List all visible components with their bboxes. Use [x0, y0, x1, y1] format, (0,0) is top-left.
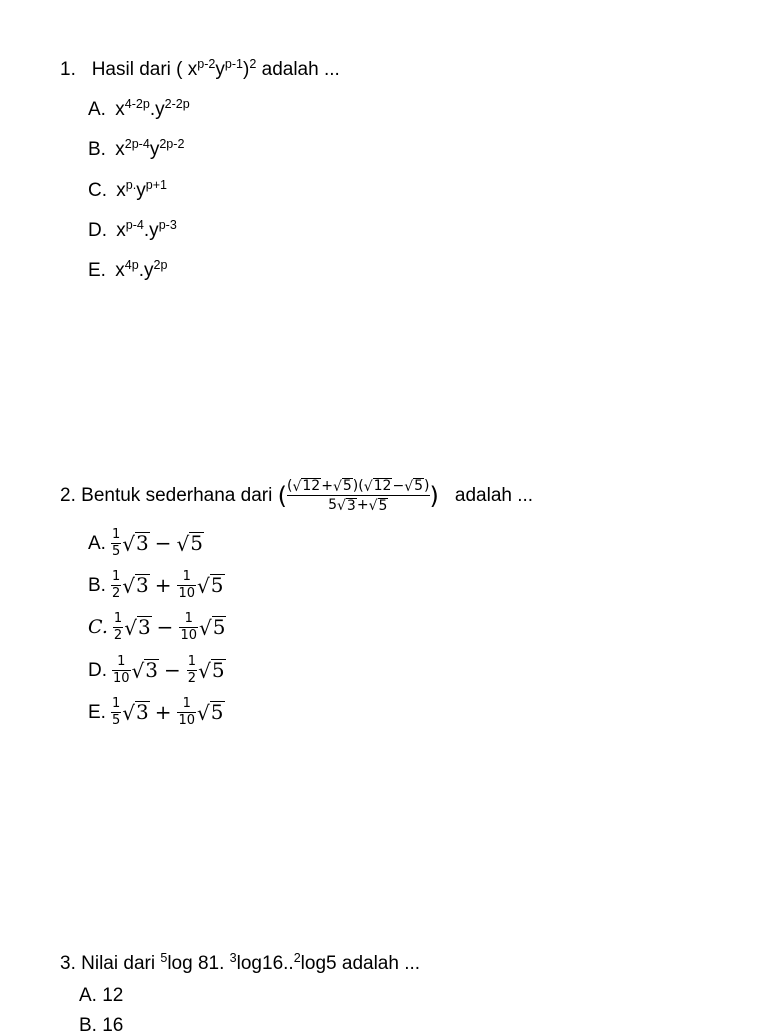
q3-number: 3. — [60, 953, 76, 974]
fraction-denominator: 2 — [113, 627, 123, 643]
option-letter: C. — [88, 180, 107, 201]
fraction — [112, 655, 131, 685]
radicand: 5 — [210, 700, 224, 725]
option-value: 16 — [102, 1015, 124, 1036]
radicand: 12 — [373, 478, 392, 495]
q2-expression-fraction — [287, 478, 430, 513]
q1-stem-mid: y — [215, 59, 225, 80]
q2-fraction-denominator — [328, 497, 388, 513]
radical — [333, 478, 353, 494]
option-exp: 2-2p — [164, 97, 190, 112]
operator: + — [154, 573, 172, 598]
q1-option-c — [88, 178, 167, 201]
option-exp: p+1 — [145, 178, 167, 193]
log-base: 3 — [229, 951, 237, 966]
option-letter: C. — [88, 615, 108, 638]
option-sep: .y — [143, 220, 159, 241]
option-letter: A. — [88, 99, 106, 120]
fraction-denominator: 5 — [111, 543, 121, 559]
q2-fraction-numerator — [287, 478, 430, 494]
option-base: x — [115, 139, 125, 160]
radicand: 5 — [414, 478, 424, 495]
q1-exp-1: p-2 — [197, 57, 216, 72]
radical — [122, 573, 149, 599]
fraction — [177, 570, 196, 600]
log-term: log 81. — [167, 953, 230, 974]
q3-option-b — [79, 1016, 123, 1035]
fraction-numerator: 1 — [111, 527, 121, 542]
operator: − — [156, 615, 174, 640]
option-expression — [110, 697, 225, 727]
log-term: log5 adalah ... — [300, 953, 421, 974]
operator: − — [154, 531, 172, 556]
fraction-denominator: 10 — [178, 585, 196, 601]
fraction — [111, 528, 121, 558]
option-exp: 2p-4 — [124, 137, 150, 152]
radical — [122, 531, 149, 557]
fraction-denominator: 5 — [111, 712, 121, 728]
q1-option-b — [88, 137, 185, 160]
radical-sign: √ — [363, 479, 373, 496]
radicand: 3 — [135, 531, 149, 556]
radicand: 3 — [346, 497, 356, 514]
radicand: 5 — [190, 531, 203, 556]
option-sep: y — [149, 139, 160, 160]
radical-sign: √ — [122, 701, 135, 726]
option-value: 12 — [102, 985, 124, 1006]
option-base: x — [115, 99, 125, 120]
radical — [364, 478, 393, 494]
q1-option-e — [88, 258, 168, 281]
radical — [176, 531, 203, 557]
q1-option-d — [88, 218, 177, 241]
fraction-numerator: 1 — [182, 696, 191, 711]
option-base: x — [116, 180, 126, 201]
fraction-bar — [287, 495, 430, 496]
option-exp: p-4 — [125, 218, 144, 233]
fraction-numerator: 1 — [187, 654, 197, 669]
operator: + — [154, 700, 172, 725]
option-letter: A. — [79, 985, 97, 1006]
paren: ( — [286, 478, 293, 494]
option-base: x — [116, 220, 126, 241]
operator: − — [392, 478, 405, 494]
q2-open-paren: ( — [277, 481, 287, 510]
q1-exp-2: p-1 — [224, 57, 244, 72]
radical — [197, 700, 224, 726]
option-exp: 4p — [124, 258, 139, 273]
radical-sign: √ — [368, 498, 378, 515]
option-letter: E. — [88, 701, 106, 723]
q1-number: 1. — [60, 59, 76, 80]
radical — [197, 573, 224, 599]
q2-stem-post: adalah ... — [454, 485, 534, 507]
q2-option-d — [88, 655, 226, 685]
radical-sign: √ — [131, 659, 145, 684]
fraction — [111, 570, 121, 600]
fraction-numerator: 1 — [184, 611, 193, 626]
option-letter: B. — [88, 139, 106, 160]
radical — [122, 700, 149, 726]
q1-option-a — [88, 97, 190, 120]
operator: + — [356, 497, 369, 514]
fraction-denominator: 2 — [187, 670, 197, 686]
radicand: 3 — [135, 700, 149, 725]
q2-stem — [60, 478, 533, 513]
q1-stem-post: adalah ... — [256, 59, 340, 80]
radicand: 12 — [302, 478, 321, 495]
option-letter: D. — [88, 659, 107, 681]
q2-close-paren: ) — [429, 481, 439, 510]
fraction-numerator: 1 — [111, 696, 121, 711]
radical — [124, 615, 151, 641]
radical-sign: √ — [337, 498, 346, 515]
paren: ) — [424, 478, 430, 494]
option-letter: D. — [88, 220, 107, 241]
radical — [131, 658, 159, 684]
q3-stem-pre: Nilai dari — [81, 953, 161, 974]
radical-sign: √ — [122, 532, 135, 557]
radicand: 5 — [342, 478, 352, 495]
radical-sign: √ — [122, 574, 135, 599]
fraction-denominator: 10 — [178, 712, 196, 728]
radical — [198, 658, 225, 684]
radical-sign: √ — [404, 479, 414, 496]
q3-option-a — [79, 986, 123, 1005]
option-letter: A. — [88, 532, 106, 554]
option-expression — [110, 528, 204, 558]
fraction-denominator: 2 — [111, 585, 121, 601]
radical-sign: √ — [176, 532, 190, 557]
q1-stem-close: ) — [243, 59, 250, 80]
option-expression — [112, 612, 227, 642]
coefficient: 5 — [328, 497, 337, 514]
option-sep: y — [136, 180, 146, 201]
radicand: 5 — [378, 497, 388, 514]
log-base: 5 — [160, 951, 168, 966]
fraction-numerator: 1 — [113, 611, 123, 626]
radical — [369, 498, 389, 514]
q2-stem-pre: Bentuk sederhana dari — [81, 485, 273, 507]
radicand: 5 — [212, 615, 226, 640]
radical-sign: √ — [198, 659, 211, 684]
paren: )( — [352, 478, 364, 494]
q2-option-e — [88, 697, 225, 727]
q2-option-c — [88, 612, 226, 642]
q3-stem — [60, 951, 421, 974]
option-exp: p. — [125, 178, 137, 193]
operator: + — [321, 478, 333, 494]
option-exp: p-3 — [158, 218, 177, 233]
radical-sign: √ — [197, 701, 210, 726]
option-sep: .y — [138, 260, 154, 281]
radicand: 5 — [211, 658, 225, 683]
fraction — [113, 612, 123, 642]
q2-option-b — [88, 570, 225, 600]
radical — [292, 478, 321, 494]
fraction — [177, 697, 196, 727]
radical — [404, 478, 424, 494]
radical-sign: √ — [198, 616, 212, 641]
fraction — [111, 697, 121, 727]
fraction-denominator: 10 — [113, 670, 130, 686]
log-base: 2 — [293, 951, 301, 966]
operator: − — [164, 658, 181, 683]
radical — [198, 615, 226, 641]
radicand: 3 — [145, 658, 159, 683]
option-exp: 2p-2 — [159, 137, 185, 152]
radicand: 3 — [137, 615, 151, 640]
option-letter: B. — [79, 1015, 97, 1036]
q1-stem-pre: Hasil dari ( x — [91, 59, 198, 80]
option-exp: 2p — [153, 258, 168, 273]
fraction-numerator: 1 — [182, 569, 191, 584]
q1-exp-3: 2 — [249, 57, 257, 72]
fraction — [179, 612, 198, 642]
radical-sign: √ — [124, 616, 137, 641]
log-term: log16.. — [236, 953, 294, 974]
option-expression — [111, 655, 226, 685]
radical-sign: √ — [292, 479, 302, 496]
fraction — [187, 655, 197, 685]
q2-option-a — [88, 528, 204, 558]
option-exp: 4-2p — [124, 97, 150, 112]
fraction-numerator: 1 — [111, 569, 121, 584]
radical-sign: √ — [332, 479, 342, 496]
option-sep: .y — [149, 99, 165, 120]
radical-sign: √ — [197, 574, 210, 599]
radicand: 5 — [210, 573, 224, 598]
fraction-numerator: 1 — [117, 654, 126, 669]
option-expression — [110, 570, 225, 600]
radicand: 3 — [135, 573, 149, 598]
option-base: x — [115, 260, 125, 281]
radical — [337, 498, 357, 514]
option-letter: E. — [88, 260, 106, 281]
q1-stem — [60, 57, 340, 80]
option-letter: B. — [88, 574, 106, 596]
fraction-denominator: 10 — [180, 627, 197, 643]
q2-number: 2. — [60, 485, 76, 507]
